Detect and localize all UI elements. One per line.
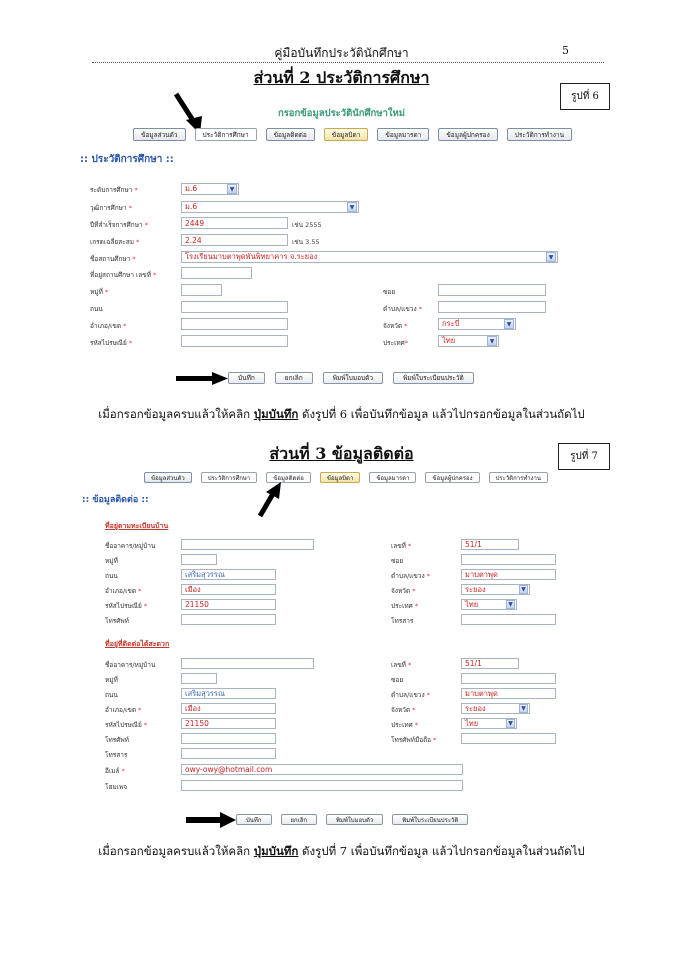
contact-email-label: อีเมล์ * (105, 767, 125, 775)
district-input[interactable] (181, 318, 288, 330)
contact-homepage-input[interactable] (181, 780, 463, 791)
cancel-button[interactable]: ยกเลิก (275, 372, 313, 384)
chevron-down-icon: ▼ (506, 600, 515, 609)
tab-personal[interactable]: ข้อมูลส่วนตัว (144, 472, 192, 483)
contact-postcode-input[interactable]: 21150 (181, 718, 276, 729)
house-road-input[interactable]: เสริมสุวรรณ (181, 569, 276, 580)
house-moo-input[interactable] (181, 554, 217, 565)
part3-instruction: เมื่อกรอกข้อมูลครบแล้วให้คลิก ปุ่มบันทึก ดังรูปที่ 7 เพื่อบันทึกข้อมูล แล้วไปกรอกข้อมูลในส่วนถัดไป (98, 844, 585, 858)
degree-label: วุฒิการศึกษา * (90, 204, 132, 212)
level-select[interactable]: ม.6 ▼ (181, 183, 239, 195)
chevron-down-icon: ▼ (487, 336, 497, 346)
house-building-input[interactable] (181, 539, 314, 550)
contact-soi-label: ซอย (391, 676, 404, 684)
tab-work-history[interactable]: ประวัติการทำงาน (489, 472, 548, 483)
house-soi-input[interactable] (461, 554, 556, 565)
postcode-label: รหัสไปรษณีย์ * (90, 339, 133, 347)
tab-mother[interactable]: ข้อมูลมารดา (369, 472, 416, 483)
contact-soi-input[interactable] (461, 673, 556, 684)
degree-select[interactable]: ม.6 ▼ (181, 201, 359, 213)
house-fax-label: โทรสาร (391, 617, 414, 625)
house-district-input[interactable]: เมือง (181, 584, 276, 595)
school-address-label: ที่อยู่สถานศึกษา เลขที่ * (90, 271, 157, 279)
header-divider (92, 62, 604, 63)
house-postcode-label: รหัสไปรษณีย์ * (105, 602, 148, 610)
chevron-down-icon: ▼ (347, 202, 357, 212)
chevron-down-icon: ▼ (506, 719, 515, 728)
page-number: 5 (562, 44, 569, 57)
house-postcode-input[interactable]: 21150 (181, 599, 276, 610)
contact-postcode-label: รหัสไปรษณีย์ * (105, 721, 148, 729)
tab-work-history[interactable]: ประวัติการทำงาน (507, 128, 572, 141)
house-fax-input[interactable] (461, 614, 556, 625)
contact-moo-input[interactable] (181, 673, 217, 684)
contact-mobile-label: โทรศัพท์มือถือ * (391, 736, 437, 744)
contact-country-label: ประเทศ * (391, 721, 419, 729)
moo-input[interactable] (181, 284, 222, 296)
save-button[interactable]: บันทึก (236, 814, 272, 825)
district-label: อำเภอ/เขต * (90, 322, 127, 330)
contact-road-label: ถนน (105, 691, 118, 699)
school-label: ชื่อสถานศึกษา * (90, 255, 136, 263)
house-subdistrict-label: ตำบล/แขวง * (391, 572, 430, 580)
house-address-heading: ที่อยู่ตามทะเบียนบ้าน (105, 522, 169, 530)
print-record-button[interactable]: พิมพ์ใบระเบียนประวัติ (393, 372, 474, 384)
part3-tab-bar (144, 472, 548, 483)
contact-homepage-label: โฮมเพจ (105, 783, 128, 791)
province-label: จังหวัด * (383, 322, 408, 330)
contact-email-input[interactable]: owy-owy@hotmail.com (181, 764, 463, 775)
grad-year-hint: เช่น 2555 (292, 221, 322, 229)
print-enrollment-button[interactable]: พิมพ์ใบมอบตัว (326, 814, 383, 825)
contact-road-input[interactable]: เสริมสุวรรณ (181, 688, 276, 699)
house-province-label: จังหวัด * (391, 587, 416, 595)
tab-guardian[interactable]: ข้อมูลผู้ปกครอง (438, 128, 497, 141)
contact-phone-label: โทรศัพท์ (105, 736, 129, 744)
contact-building-input[interactable] (181, 658, 314, 669)
contact-mobile-input[interactable] (461, 733, 556, 744)
tab-contact[interactable]: ข้อมูลติดต่อ (266, 472, 311, 483)
house-number-input[interactable]: 51/1 (461, 539, 519, 550)
cancel-button[interactable]: ยกเลิก (281, 814, 318, 825)
subdistrict-input[interactable] (438, 301, 546, 313)
contact-subdistrict-input[interactable]: มาบตาพุด (461, 688, 556, 699)
tab-education[interactable]: ประวัติการศึกษา (195, 128, 257, 141)
contact-number-label: เลขที่ * (391, 661, 412, 669)
house-phone-label: โทรศัพท์ (105, 617, 129, 625)
contact-province-label: จังหวัด * (391, 706, 416, 714)
house-road-label: ถนน (105, 572, 118, 580)
house-country-select[interactable]: ไทย ▼ (461, 599, 517, 610)
chevron-down-icon: ▼ (519, 704, 528, 713)
contact-fax-input[interactable] (181, 748, 276, 759)
part2-tab-bar (133, 128, 572, 141)
tab-guardian[interactable]: ข้อมูลผู้ปกครอง (425, 472, 479, 483)
school-select[interactable]: โรงเรียนมาบตาพุดพันพิทยาคาร จ.ระยอง ▼ (181, 251, 558, 263)
soi-label: ซอย (383, 288, 396, 296)
gpa-input[interactable]: 2.24 (181, 234, 288, 246)
level-label: ระดับการศึกษา * (90, 186, 138, 194)
contact-number-input[interactable]: 51/1 (461, 658, 519, 669)
house-phone-input[interactable] (181, 614, 276, 625)
contact-section-label: :: ข้อมูลติดต่อ :: (82, 495, 149, 505)
country-label: ประเทศ* (383, 339, 408, 347)
contact-district-input[interactable]: เมือง (181, 703, 276, 714)
pointer-arrow-icon (256, 482, 282, 518)
tab-contact[interactable]: ข้อมูลติดต่อ (266, 128, 315, 141)
tab-education[interactable]: ประวัติการศึกษา (201, 472, 258, 483)
part3-title: ส่วนที่ 3 ข้อมูลติดต่อ (269, 444, 414, 463)
country-select[interactable]: ไทย ▼ (438, 335, 499, 347)
gpa-label: เกรดเฉลี่ยสะสม * (90, 238, 140, 246)
form-subtitle: กรอกข้อมูลประวัตินักศึกษาใหม่ (277, 108, 406, 119)
contact-fax-label: โทรสาร (105, 751, 128, 759)
contact-moo-label: หมู่ที่ (105, 676, 118, 684)
road-label: ถนน (90, 305, 103, 313)
house-province-select[interactable]: ระยอง ▼ (461, 584, 530, 595)
chevron-down-icon: ▼ (504, 319, 514, 329)
grad-year-input[interactable]: 2449 (181, 217, 288, 229)
part2-button-row (228, 372, 474, 384)
contact-district-label: อำเภอ/เขต * (105, 706, 142, 714)
tab-father[interactable]: ข้อมูลบิดา (324, 128, 369, 141)
province-select[interactable]: กระบี่ ▼ (438, 318, 516, 330)
school-address-input[interactable] (181, 267, 252, 279)
print-record-button[interactable]: พิมพ์ใบระเบียนประวัติ (392, 814, 468, 825)
part3-button-row (236, 814, 468, 825)
contact-province-select[interactable]: ระยอง ▼ (461, 703, 530, 714)
education-section-label: :: ประวัติการศึกษา :: (80, 154, 174, 165)
figure-7-label: รูปที่ 7 (558, 443, 610, 470)
pointer-arrow-icon (186, 812, 236, 828)
subdistrict-label: ตำบล/แขวง * (383, 305, 422, 313)
house-moo-label: หมู่ที่ (105, 557, 118, 565)
chevron-down-icon: ▼ (519, 585, 528, 594)
tab-personal[interactable]: ข้อมูลส่วนตัว (133, 128, 186, 141)
contact-building-label: ชื่ออาคาร/หมู่บ้าน (105, 661, 156, 669)
grad-year-label: ปีที่สำเร็จการศึกษา * (90, 221, 148, 229)
house-soi-label: ซอย (391, 557, 404, 565)
moo-label: หมู่ที่ * (90, 288, 109, 296)
figure-6-label: รูปที่ 6 (560, 83, 610, 110)
gpa-hint: เช่น 3.55 (292, 238, 320, 246)
postcode-input[interactable] (181, 335, 288, 347)
tab-mother[interactable]: ข้อมูลมารดา (377, 128, 429, 141)
chevron-down-icon: ▼ (227, 184, 237, 194)
document-header-title: คู่มือบันทึกประวัตินักศึกษา (274, 46, 409, 60)
chevron-down-icon: ▼ (546, 252, 556, 262)
road-input[interactable] (181, 301, 288, 313)
contact-subdistrict-label: ตำบล/แขวง * (391, 691, 430, 699)
part2-title: ส่วนที่ 2 ประวัติการศึกษา (253, 68, 430, 87)
contact-phone-input[interactable] (181, 733, 276, 744)
save-button[interactable]: บันทึก (228, 372, 265, 384)
print-enrollment-button[interactable]: พิมพ์ใบมอบตัว (323, 372, 383, 384)
tab-father[interactable]: ข้อมูลบิดา (320, 472, 360, 483)
contact-address-heading: ที่อยู่ที่ติดต่อได้สะดวก (105, 640, 170, 648)
soi-input[interactable] (438, 284, 546, 296)
house-subdistrict-input[interactable]: มาบตาพุด (461, 569, 556, 580)
house-building-label: ชื่ออาคาร/หมู่บ้าน (105, 542, 156, 550)
part2-instruction: เมื่อกรอกข้อมูลครบแล้วให้คลิก ปุ่มบันทึก ดังรูปที่ 6 เพื่อบันทึกข้อมูล แล้วไปกรอกข้อมูลในส่วนถัดไป (98, 407, 585, 421)
contact-country-select[interactable]: ไทย ▼ (461, 718, 517, 729)
house-country-label: ประเทศ * (391, 602, 419, 610)
pointer-arrow-icon (176, 372, 228, 386)
house-district-label: อำเภอ/เขต * (105, 587, 142, 595)
house-number-label: เลขที่ * (391, 542, 412, 550)
